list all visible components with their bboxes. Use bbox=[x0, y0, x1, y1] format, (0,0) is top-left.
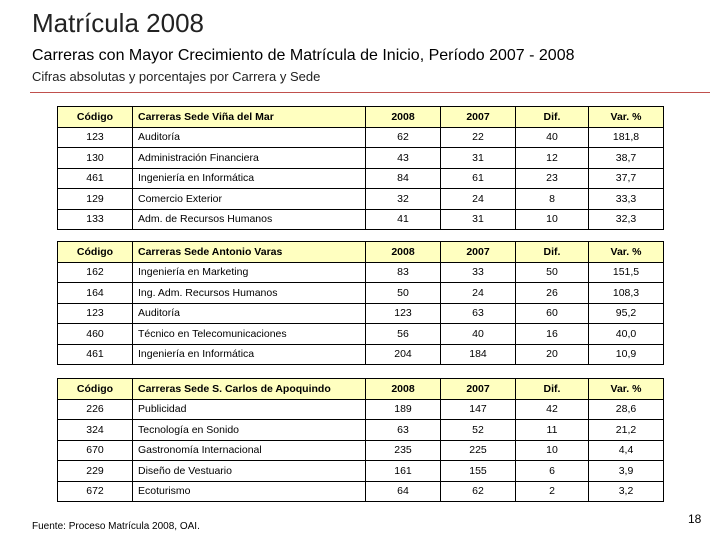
cell-year-2008: 84 bbox=[366, 168, 441, 189]
header-diff: Dif. bbox=[516, 107, 589, 128]
header-diff: Dif. bbox=[516, 242, 589, 263]
cell-diff: 26 bbox=[516, 283, 589, 304]
cell-career: Ingeniería en Marketing bbox=[133, 262, 366, 283]
page-number: 18 bbox=[688, 512, 702, 526]
cell-year-2007: 24 bbox=[441, 283, 516, 304]
header-code: Código bbox=[58, 379, 133, 400]
cell-code: 129 bbox=[58, 189, 133, 210]
cell-var-pct: 3,2 bbox=[589, 481, 664, 502]
header-year-2008: 2008 bbox=[366, 379, 441, 400]
table-header-row bbox=[58, 107, 664, 128]
cell-year-2008: 43 bbox=[366, 148, 441, 169]
header-code: Código bbox=[58, 242, 133, 263]
cell-year-2007: 31 bbox=[441, 209, 516, 230]
cell-year-2007: 184 bbox=[441, 344, 516, 365]
cell-year-2008: 50 bbox=[366, 283, 441, 304]
cell-year-2007: 63 bbox=[441, 303, 516, 324]
cell-var-pct: 10,9 bbox=[589, 344, 664, 365]
header-var-pct: Var. % bbox=[589, 379, 664, 400]
cell-diff: 20 bbox=[516, 344, 589, 365]
cell-year-2008: 83 bbox=[366, 262, 441, 283]
table-row bbox=[58, 481, 664, 502]
cell-year-2008: 32 bbox=[366, 189, 441, 210]
cell-career: Diseño de Vestuario bbox=[133, 461, 366, 482]
table-row bbox=[58, 148, 664, 169]
cell-career: Publicidad bbox=[133, 399, 366, 420]
cell-year-2007: 24 bbox=[441, 189, 516, 210]
table-row bbox=[58, 168, 664, 189]
cell-career: Ing. Adm. Recursos Humanos bbox=[133, 283, 366, 304]
cell-career: Auditoría bbox=[133, 303, 366, 324]
table-header-row bbox=[58, 242, 664, 263]
cell-code: 164 bbox=[58, 283, 133, 304]
cell-year-2008: 189 bbox=[366, 399, 441, 420]
table-row bbox=[58, 303, 664, 324]
cell-var-pct: 95,2 bbox=[589, 303, 664, 324]
table-row bbox=[58, 189, 664, 210]
cell-diff: 23 bbox=[516, 168, 589, 189]
cell-code: 123 bbox=[58, 303, 133, 324]
cell-code: 162 bbox=[58, 262, 133, 283]
cell-code: 324 bbox=[58, 420, 133, 441]
cell-career: Gastronomía Internacional bbox=[133, 440, 366, 461]
slide-caption: Cifras absolutas y porcentajes por Carrera y Sede bbox=[32, 69, 321, 84]
table-row bbox=[58, 461, 664, 482]
cell-code: 133 bbox=[58, 209, 133, 230]
cell-diff: 10 bbox=[516, 209, 589, 230]
table-sede-vina-del-mar bbox=[57, 106, 664, 230]
cell-code: 130 bbox=[58, 148, 133, 169]
header-year-2007: 2007 bbox=[441, 242, 516, 263]
slide-subtitle: Carreras con Mayor Crecimiento de Matrícula de Inicio, Período 2007 - 2008 bbox=[32, 47, 575, 64]
cell-code: 123 bbox=[58, 127, 133, 148]
slide-title: Matrícula 2008 bbox=[32, 8, 204, 38]
cell-career: Adm. de Recursos Humanos bbox=[133, 209, 366, 230]
cell-var-pct: 28,6 bbox=[589, 399, 664, 420]
cell-var-pct: 181,8 bbox=[589, 127, 664, 148]
table-row bbox=[58, 344, 664, 365]
cell-var-pct: 151,5 bbox=[589, 262, 664, 283]
cell-career: Ingeniería en Informática bbox=[133, 344, 366, 365]
cell-year-2007: 22 bbox=[441, 127, 516, 148]
header-code: Código bbox=[58, 107, 133, 128]
cell-diff: 8 bbox=[516, 189, 589, 210]
cell-code: 460 bbox=[58, 324, 133, 345]
table-sede-san-carlos-de-apoquindo bbox=[57, 378, 664, 502]
cell-code: 670 bbox=[58, 440, 133, 461]
cell-year-2007: 225 bbox=[441, 440, 516, 461]
cell-diff: 40 bbox=[516, 127, 589, 148]
cell-year-2007: 61 bbox=[441, 168, 516, 189]
table-row bbox=[58, 209, 664, 230]
title-divider bbox=[30, 92, 710, 93]
cell-career: Comercio Exterior bbox=[133, 189, 366, 210]
table-row bbox=[58, 440, 664, 461]
table-sede-antonio-varas bbox=[57, 241, 664, 365]
cell-var-pct: 3,9 bbox=[589, 461, 664, 482]
cell-var-pct: 37,7 bbox=[589, 168, 664, 189]
cell-career: Técnico en Telecomunicaciones bbox=[133, 324, 366, 345]
cell-year-2008: 62 bbox=[366, 127, 441, 148]
cell-year-2008: 123 bbox=[366, 303, 441, 324]
cell-year-2007: 40 bbox=[441, 324, 516, 345]
cell-year-2007: 62 bbox=[441, 481, 516, 502]
cell-var-pct: 33,3 bbox=[589, 189, 664, 210]
table-row bbox=[58, 127, 664, 148]
cell-year-2007: 52 bbox=[441, 420, 516, 441]
cell-year-2007: 33 bbox=[441, 262, 516, 283]
cell-year-2008: 204 bbox=[366, 344, 441, 365]
cell-year-2008: 63 bbox=[366, 420, 441, 441]
cell-diff: 2 bbox=[516, 481, 589, 502]
cell-career: Ingeniería en Informática bbox=[133, 168, 366, 189]
cell-code: 229 bbox=[58, 461, 133, 482]
header-year-2008: 2008 bbox=[366, 242, 441, 263]
cell-career: Tecnología en Sonido bbox=[133, 420, 366, 441]
cell-code: 461 bbox=[58, 344, 133, 365]
header-career: Carreras Sede Viña del Mar bbox=[133, 107, 366, 128]
cell-code: 461 bbox=[58, 168, 133, 189]
cell-var-pct: 4,4 bbox=[589, 440, 664, 461]
cell-career: Administración Financiera bbox=[133, 148, 366, 169]
cell-year-2008: 161 bbox=[366, 461, 441, 482]
header-year-2008: 2008 bbox=[366, 107, 441, 128]
cell-year-2007: 31 bbox=[441, 148, 516, 169]
cell-diff: 11 bbox=[516, 420, 589, 441]
cell-diff: 50 bbox=[516, 262, 589, 283]
cell-year-2008: 56 bbox=[366, 324, 441, 345]
cell-year-2007: 147 bbox=[441, 399, 516, 420]
cell-diff: 12 bbox=[516, 148, 589, 169]
cell-code: 226 bbox=[58, 399, 133, 420]
cell-diff: 6 bbox=[516, 461, 589, 482]
cell-var-pct: 108,3 bbox=[589, 283, 664, 304]
header-career: Carreras Sede Antonio Varas bbox=[133, 242, 366, 263]
table-row bbox=[58, 420, 664, 441]
cell-diff: 60 bbox=[516, 303, 589, 324]
header-career: Carreras Sede S. Carlos de Apoquindo bbox=[133, 379, 366, 400]
cell-career: Auditoría bbox=[133, 127, 366, 148]
source-footnote: Fuente: Proceso Matrícula 2008, OAI. bbox=[32, 521, 200, 532]
table-row bbox=[58, 283, 664, 304]
header-var-pct: Var. % bbox=[589, 107, 664, 128]
table-row bbox=[58, 324, 664, 345]
cell-year-2008: 64 bbox=[366, 481, 441, 502]
cell-year-2008: 41 bbox=[366, 209, 441, 230]
header-var-pct: Var. % bbox=[589, 242, 664, 263]
cell-career: Ecoturismo bbox=[133, 481, 366, 502]
table-row bbox=[58, 262, 664, 283]
cell-diff: 16 bbox=[516, 324, 589, 345]
header-year-2007: 2007 bbox=[441, 379, 516, 400]
header-diff: Dif. bbox=[516, 379, 589, 400]
cell-year-2008: 235 bbox=[366, 440, 441, 461]
cell-diff: 42 bbox=[516, 399, 589, 420]
cell-diff: 10 bbox=[516, 440, 589, 461]
cell-code: 672 bbox=[58, 481, 133, 502]
cell-year-2007: 155 bbox=[441, 461, 516, 482]
table-row bbox=[58, 399, 664, 420]
cell-var-pct: 32,3 bbox=[589, 209, 664, 230]
cell-var-pct: 21,2 bbox=[589, 420, 664, 441]
cell-var-pct: 40,0 bbox=[589, 324, 664, 345]
cell-var-pct: 38,7 bbox=[589, 148, 664, 169]
header-year-2007: 2007 bbox=[441, 107, 516, 128]
table-header-row bbox=[58, 379, 664, 400]
